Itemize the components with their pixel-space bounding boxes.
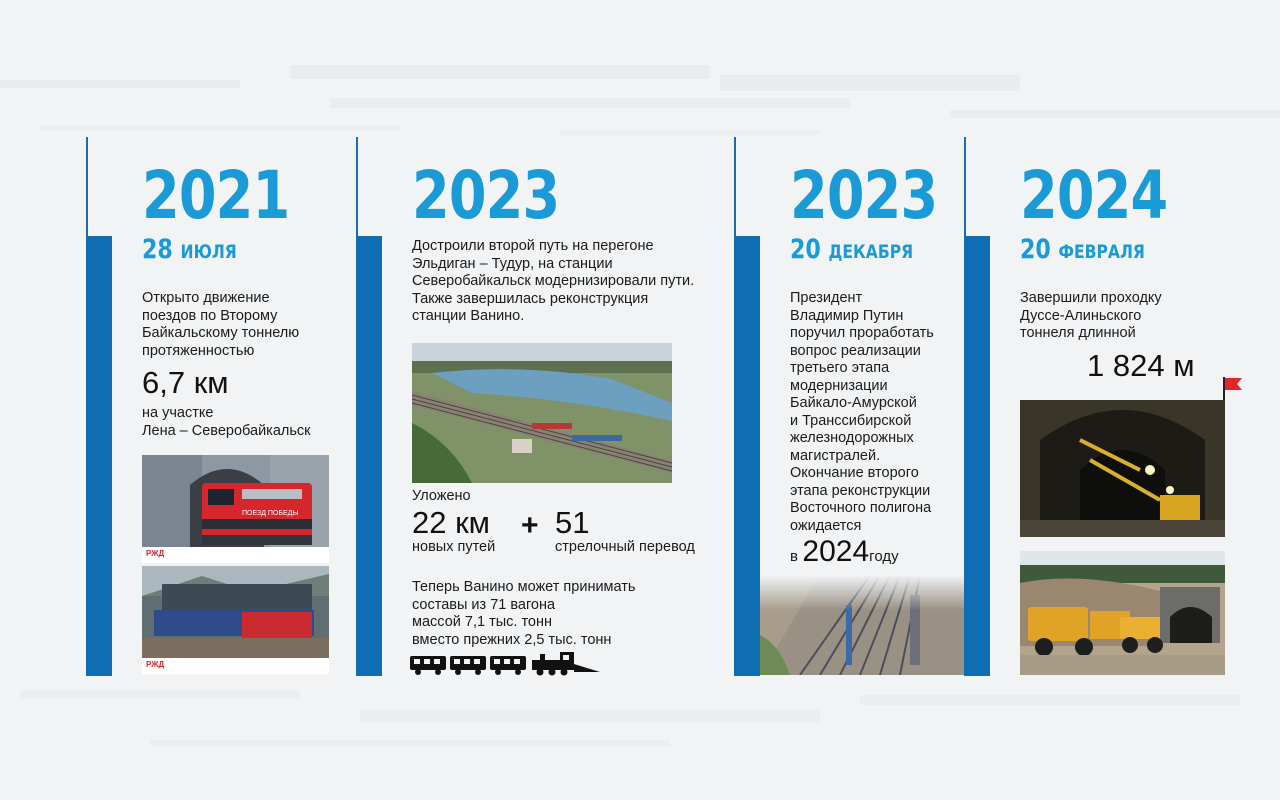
completion-year-line: [790, 535, 899, 569]
timeline-bar: [356, 236, 382, 676]
tunnel-length-value: 6,7 км: [142, 365, 229, 400]
date-month: ДЕКАБРЯ: [828, 241, 914, 263]
rzd-logo: РЖД: [146, 660, 165, 669]
date-day: 20: [790, 234, 821, 265]
train-silhouette-icon: [410, 652, 602, 676]
event-description: Достроили второй путь на перегоне Эльдиган – Тудур, на станции Северобайкальск модернизировали пути. Также завершилась реконструкция станции Ванино.: [412, 238, 695, 324]
new-tracks-value: 22 км: [412, 505, 490, 540]
completion-year: 2024: [802, 535, 870, 568]
event-description: Открыто движение поездов по Второму Байкальскому тоннелю протяженностью: [142, 290, 300, 359]
locomotive-tunnel-photo: [142, 455, 329, 563]
year-heading: 2024: [1020, 157, 1168, 234]
date-day: 20: [1020, 234, 1051, 265]
laid-label: Уложено: [412, 488, 471, 504]
year-heading: 2023: [412, 157, 560, 234]
tunnel-length-value: 1 824 м: [1087, 348, 1195, 383]
tunnel-portal-photo: [1020, 551, 1225, 675]
switches-value: 51: [555, 505, 590, 540]
timeline-line: [964, 137, 966, 237]
date-month: ИЮЛЯ: [180, 241, 237, 263]
timeline-bar: [86, 236, 112, 676]
capacity-description: Теперь Ванино может принимать составы из 71 вагона массой 7,1 тыс. тонн вместо прежних 2,5 тыс. тонн: [412, 579, 636, 648]
new-tracks-caption: новых путей: [412, 539, 496, 555]
in-word: в: [790, 548, 798, 565]
date-month: ФЕВРАЛЯ: [1058, 241, 1145, 263]
svg-text:ПОЕЗД ПОБЕДЫ: ПОЕЗД ПОБЕДЫ: [242, 510, 299, 517]
timeline-bar: [964, 236, 990, 676]
rzd-logo: РЖД: [146, 549, 165, 558]
train-station-photo: [142, 566, 329, 674]
grunge-texture-top: [0, 40, 1280, 150]
flag-icon: [1222, 377, 1246, 403]
date-label: [142, 236, 237, 263]
date-day: 28: [142, 234, 173, 265]
timeline-line: [86, 137, 88, 237]
plus-sign: +: [521, 509, 539, 542]
date-label: [790, 236, 913, 263]
vanino-station-aerial-photo: [412, 343, 672, 483]
timeline-bar: [734, 236, 760, 676]
date-label: [1020, 236, 1145, 263]
timeline-line: [356, 137, 358, 237]
year-heading: 2021: [142, 157, 290, 234]
rail-yard-photo: [760, 575, 964, 675]
event-description: Президент Владимир Путин поручил проработать вопрос реализации третьего этапа модернизации Байкало-Амурской и Транссибирской железнодорожных магистралей. Окончание второго этапа реконструкции Восточного полигона ожидается: [790, 290, 934, 534]
year-word: году: [869, 548, 899, 565]
timeline-line: [734, 137, 736, 237]
switches-caption: стрелочный перевод: [555, 539, 695, 555]
grunge-texture-bottom: [0, 660, 1280, 770]
section-description: на участке Лена – Северобайкальск: [142, 405, 311, 439]
event-description: Завершили проходку Дуссе-Алиньского тоннеля длинной: [1020, 290, 1162, 341]
tunnel-drilling-photo: [1020, 400, 1225, 537]
year-heading: 2023: [790, 157, 938, 234]
